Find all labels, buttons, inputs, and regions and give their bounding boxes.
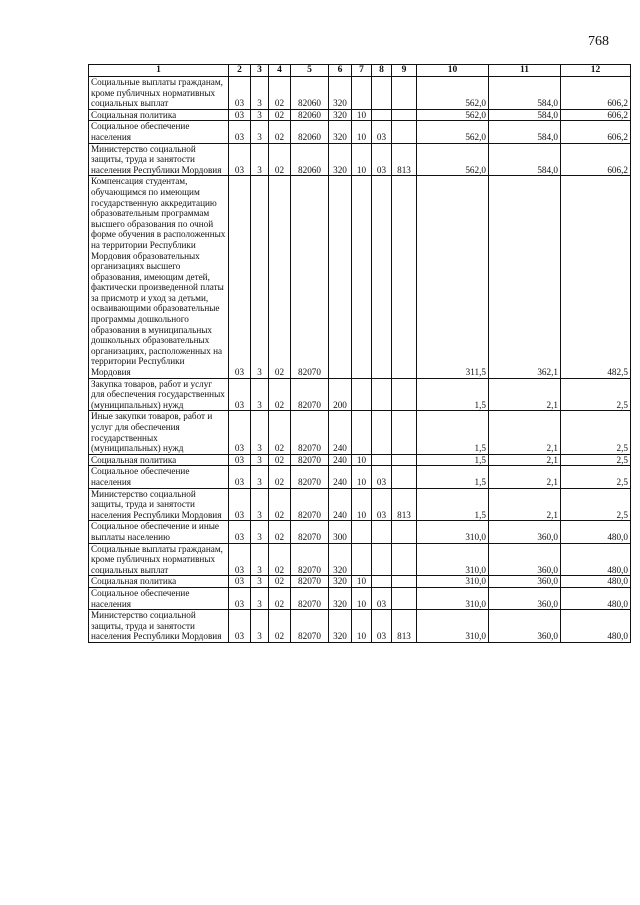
cell-c12: 2,5 — [561, 466, 631, 488]
cell-c4: 02 — [269, 587, 291, 609]
cell-c9 — [392, 77, 417, 110]
cell-c12: 480,0 — [561, 610, 631, 643]
cell-c12: 2,5 — [561, 378, 631, 411]
cell-c2: 03 — [229, 543, 251, 576]
cell-c3: 3 — [251, 378, 269, 411]
cell-c4: 02 — [269, 176, 291, 378]
table-row — [89, 454, 631, 466]
cell-c6: 320 — [329, 121, 352, 143]
cell-c11: 2,1 — [489, 378, 561, 411]
cell-c7 — [352, 77, 372, 110]
cell-c5: 82070 — [291, 576, 329, 588]
cell-c8 — [372, 576, 392, 588]
column-header: 8 — [372, 65, 392, 77]
table-row — [89, 587, 631, 609]
cell-c3: 3 — [251, 109, 269, 121]
cell-c4: 02 — [269, 143, 291, 176]
cell-c10: 562,0 — [417, 143, 489, 176]
cell-c8 — [372, 543, 392, 576]
cell-c10: 311,5 — [417, 176, 489, 378]
row-label: Социальные выплаты гражданам, кроме публичных нормативных социальных выплат — [89, 77, 229, 110]
cell-c10: 562,0 — [417, 121, 489, 143]
cell-c9 — [392, 109, 417, 121]
cell-c8 — [372, 521, 392, 543]
cell-c2: 03 — [229, 521, 251, 543]
cell-c10: 310,0 — [417, 521, 489, 543]
table-row — [89, 521, 631, 543]
cell-c3: 3 — [251, 121, 269, 143]
cell-c4: 02 — [269, 109, 291, 121]
column-header: 7 — [352, 65, 372, 77]
cell-c7 — [352, 521, 372, 543]
table-row — [89, 77, 631, 110]
cell-c4: 02 — [269, 466, 291, 488]
cell-c8: 03 — [372, 466, 392, 488]
cell-c6 — [329, 176, 352, 378]
cell-c6: 200 — [329, 378, 352, 411]
cell-c10: 1,5 — [417, 488, 489, 521]
row-label: Закупка товаров, работ и услуг для обеспечения государственных (муниципальных) нужд — [89, 378, 229, 411]
cell-c9 — [392, 521, 417, 543]
cell-c2: 03 — [229, 176, 251, 378]
cell-c3: 3 — [251, 521, 269, 543]
cell-c7 — [352, 378, 372, 411]
cell-c4: 02 — [269, 610, 291, 643]
column-header: 9 — [392, 65, 417, 77]
row-label: Социальная политика — [89, 454, 229, 466]
cell-c5: 82070 — [291, 454, 329, 466]
cell-c8 — [372, 378, 392, 411]
cell-c10: 562,0 — [417, 77, 489, 110]
cell-c9 — [392, 543, 417, 576]
table-row — [89, 576, 631, 588]
cell-c5: 82060 — [291, 143, 329, 176]
cell-c2: 03 — [229, 121, 251, 143]
cell-c2: 03 — [229, 488, 251, 521]
cell-c9 — [392, 466, 417, 488]
cell-c2: 03 — [229, 378, 251, 411]
cell-c6: 320 — [329, 576, 352, 588]
cell-c5: 82060 — [291, 77, 329, 110]
cell-c4: 02 — [269, 411, 291, 454]
row-label: Министерство социальной защиты, труда и занятости населения Республики Мордовия — [89, 610, 229, 643]
cell-c7: 10 — [352, 466, 372, 488]
row-label: Министерство социальной защиты, труда и занятости населения Республики Мордовия — [89, 143, 229, 176]
cell-c7 — [352, 543, 372, 576]
table-row — [89, 610, 631, 643]
page-number: 768 — [588, 34, 609, 49]
cell-c5: 82070 — [291, 610, 329, 643]
cell-c6: 240 — [329, 454, 352, 466]
cell-c11: 2,1 — [489, 466, 561, 488]
cell-c7: 10 — [352, 576, 372, 588]
cell-c5: 82070 — [291, 466, 329, 488]
cell-c11: 2,1 — [489, 411, 561, 454]
cell-c10: 1,5 — [417, 466, 489, 488]
row-label: Иные закупки товаров, работ и услуг для обеспечения государственных (муниципальных) нужд — [89, 411, 229, 454]
cell-c12: 482,5 — [561, 176, 631, 378]
row-label: Социальное обеспечение и иные выплаты населению — [89, 521, 229, 543]
cell-c10: 1,5 — [417, 454, 489, 466]
row-label: Социальная политика — [89, 576, 229, 588]
cell-c5: 82070 — [291, 521, 329, 543]
cell-c8 — [372, 176, 392, 378]
cell-c12: 606,2 — [561, 143, 631, 176]
cell-c4: 02 — [269, 77, 291, 110]
cell-c7: 10 — [352, 109, 372, 121]
cell-c9: 813 — [392, 610, 417, 643]
cell-c12: 606,2 — [561, 109, 631, 121]
row-label: Компенсация студентам, обучающимся по имеющим государственную аккредитацию образовательным программам высшего образования по очной форме обучения в расположенных на территории Республики Мордовия образовательных организациях высшего образования, имеющим детей, фактически произведенной платы за присмотр и уход за детьми, осваивающими образовательные программы дошкольного образования в муниципальных дошкольных образовательных организациях, расположенных на территории Республики Мордовия — [89, 176, 229, 378]
cell-c4: 02 — [269, 121, 291, 143]
cell-c11: 360,0 — [489, 576, 561, 588]
table-row — [89, 488, 631, 521]
cell-c2: 03 — [229, 576, 251, 588]
cell-c8: 03 — [372, 610, 392, 643]
cell-c4: 02 — [269, 576, 291, 588]
cell-c3: 3 — [251, 411, 269, 454]
cell-c8: 03 — [372, 587, 392, 609]
cell-c11: 360,0 — [489, 521, 561, 543]
cell-c10: 310,0 — [417, 543, 489, 576]
cell-c6: 240 — [329, 488, 352, 521]
cell-c5: 82070 — [291, 411, 329, 454]
cell-c2: 03 — [229, 610, 251, 643]
cell-c3: 3 — [251, 77, 269, 110]
cell-c5: 82070 — [291, 176, 329, 378]
table-row — [89, 176, 631, 378]
cell-c11: 2,1 — [489, 454, 561, 466]
column-header: 1 — [89, 65, 229, 77]
cell-c5: 82070 — [291, 488, 329, 521]
cell-c3: 3 — [251, 454, 269, 466]
column-header: 5 — [291, 65, 329, 77]
cell-c6: 320 — [329, 109, 352, 121]
cell-c6: 300 — [329, 521, 352, 543]
cell-c9 — [392, 587, 417, 609]
cell-c12: 480,0 — [561, 576, 631, 588]
cell-c9: 813 — [392, 488, 417, 521]
cell-c12: 480,0 — [561, 587, 631, 609]
cell-c2: 03 — [229, 109, 251, 121]
cell-c6: 320 — [329, 77, 352, 110]
cell-c8: 03 — [372, 143, 392, 176]
cell-c8 — [372, 454, 392, 466]
cell-c7: 10 — [352, 143, 372, 176]
cell-c12: 606,2 — [561, 121, 631, 143]
cell-c3: 3 — [251, 576, 269, 588]
cell-c4: 02 — [269, 488, 291, 521]
cell-c11: 584,0 — [489, 77, 561, 110]
cell-c4: 02 — [269, 521, 291, 543]
cell-c9 — [392, 176, 417, 378]
cell-c3: 3 — [251, 466, 269, 488]
cell-c12: 2,5 — [561, 488, 631, 521]
cell-c10: 1,5 — [417, 378, 489, 411]
column-header: 10 — [417, 65, 489, 77]
cell-c7: 10 — [352, 488, 372, 521]
cell-c7: 10 — [352, 454, 372, 466]
cell-c3: 3 — [251, 488, 269, 521]
cell-c11: 584,0 — [489, 109, 561, 121]
cell-c9 — [392, 454, 417, 466]
table-row — [89, 543, 631, 576]
cell-c2: 03 — [229, 466, 251, 488]
cell-c10: 310,0 — [417, 587, 489, 609]
cell-c7: 10 — [352, 587, 372, 609]
cell-c8 — [372, 77, 392, 110]
cell-c11: 360,0 — [489, 543, 561, 576]
cell-c5: 82070 — [291, 378, 329, 411]
cell-c9 — [392, 378, 417, 411]
row-label: Социальные выплаты гражданам, кроме публичных нормативных социальных выплат — [89, 543, 229, 576]
cell-c3: 3 — [251, 176, 269, 378]
cell-c11: 360,0 — [489, 610, 561, 643]
cell-c5: 82060 — [291, 121, 329, 143]
cell-c3: 3 — [251, 587, 269, 609]
column-header: 4 — [269, 65, 291, 77]
column-header: 11 — [489, 65, 561, 77]
row-label: Министерство социальной защиты, труда и занятости населения Республики Мордовия — [89, 488, 229, 521]
column-header: 2 — [229, 65, 251, 77]
cell-c6: 320 — [329, 143, 352, 176]
cell-c6: 240 — [329, 466, 352, 488]
cell-c7 — [352, 176, 372, 378]
cell-c2: 03 — [229, 587, 251, 609]
cell-c11: 584,0 — [489, 143, 561, 176]
cell-c12: 2,5 — [561, 454, 631, 466]
column-header: 3 — [251, 65, 269, 77]
table-row — [89, 121, 631, 143]
cell-c5: 82070 — [291, 587, 329, 609]
cell-c4: 02 — [269, 543, 291, 576]
budget-table — [88, 64, 631, 643]
cell-c10: 310,0 — [417, 576, 489, 588]
cell-c10: 562,0 — [417, 109, 489, 121]
cell-c3: 3 — [251, 610, 269, 643]
cell-c2: 03 — [229, 77, 251, 110]
table-row — [89, 378, 631, 411]
cell-c3: 3 — [251, 543, 269, 576]
cell-c2: 03 — [229, 411, 251, 454]
cell-c10: 1,5 — [417, 411, 489, 454]
cell-c9 — [392, 411, 417, 454]
cell-c8: 03 — [372, 488, 392, 521]
cell-c3: 3 — [251, 143, 269, 176]
table-row — [89, 411, 631, 454]
table-row — [89, 109, 631, 121]
cell-c8 — [372, 411, 392, 454]
cell-c11: 360,0 — [489, 587, 561, 609]
cell-c12: 2,5 — [561, 411, 631, 454]
cell-c4: 02 — [269, 378, 291, 411]
cell-c7: 10 — [352, 121, 372, 143]
table-row — [89, 466, 631, 488]
cell-c7 — [352, 411, 372, 454]
cell-c8 — [372, 109, 392, 121]
column-header: 6 — [329, 65, 352, 77]
column-header: 12 — [561, 65, 631, 77]
cell-c6: 320 — [329, 543, 352, 576]
header-row — [89, 65, 631, 77]
cell-c6: 240 — [329, 411, 352, 454]
cell-c6: 320 — [329, 587, 352, 609]
cell-c12: 480,0 — [561, 521, 631, 543]
cell-c9 — [392, 121, 417, 143]
cell-c5: 82060 — [291, 109, 329, 121]
cell-c5: 82070 — [291, 543, 329, 576]
cell-c10: 310,0 — [417, 610, 489, 643]
cell-c8: 03 — [372, 121, 392, 143]
row-label: Социальная политика — [89, 109, 229, 121]
cell-c11: 584,0 — [489, 121, 561, 143]
row-label: Социальное обеспечение населения — [89, 121, 229, 143]
cell-c12: 480,0 — [561, 543, 631, 576]
cell-c7: 10 — [352, 610, 372, 643]
cell-c11: 362,1 — [489, 176, 561, 378]
cell-c6: 320 — [329, 610, 352, 643]
cell-c11: 2,1 — [489, 488, 561, 521]
table-row — [89, 143, 631, 176]
cell-c12: 606,2 — [561, 77, 631, 110]
cell-c2: 03 — [229, 454, 251, 466]
cell-c2: 03 — [229, 143, 251, 176]
row-label: Социальное обеспечение населения — [89, 587, 229, 609]
row-label: Социальное обеспечение населения — [89, 466, 229, 488]
cell-c9 — [392, 576, 417, 588]
cell-c4: 02 — [269, 454, 291, 466]
cell-c9: 813 — [392, 143, 417, 176]
